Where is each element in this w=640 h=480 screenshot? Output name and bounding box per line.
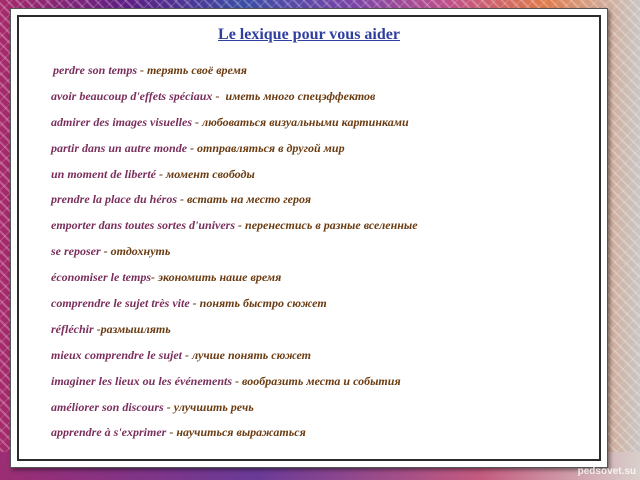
french-phrase: apprendre à s'exprimer xyxy=(51,425,167,440)
separator: - xyxy=(235,218,246,233)
russian-translation: отправляться в другой мир xyxy=(197,140,345,155)
russian-translation: любоваться визуальными картинками xyxy=(202,114,409,129)
russian-translation: лучше понять сюжет xyxy=(192,347,311,362)
russian-translation: размышлять xyxy=(100,321,171,336)
list-item xyxy=(51,238,591,264)
separator: - xyxy=(100,244,111,259)
french-phrase: réfléchir xyxy=(51,321,94,336)
french-phrase: améliorer son discours xyxy=(51,399,164,414)
list-item xyxy=(51,109,591,135)
french-phrase: avoir beaucoup d'effets spéciaux xyxy=(51,88,213,103)
french-phrase: un moment de liberté xyxy=(51,166,156,181)
russian-translation: отдохнуть xyxy=(110,244,171,259)
separator: - xyxy=(166,425,177,440)
separator: - xyxy=(163,399,174,414)
separator: - xyxy=(192,114,202,129)
list-item xyxy=(51,161,591,187)
separator: - xyxy=(212,88,226,103)
list-item xyxy=(51,57,591,83)
slide-frame xyxy=(17,15,601,461)
separator: - xyxy=(177,192,187,207)
french-phrase: imaginer les lieux ou les événements xyxy=(51,373,232,388)
russian-translation: вообразить места и события xyxy=(242,373,401,388)
list-item xyxy=(51,394,591,420)
list-item xyxy=(51,419,591,445)
russian-translation: экономить наше время xyxy=(157,270,282,285)
watermark-text: pedsovet.su xyxy=(577,466,636,477)
list-item xyxy=(51,135,591,161)
list-item xyxy=(51,264,591,290)
separator: - xyxy=(93,321,101,336)
list-item xyxy=(51,316,591,342)
list-item xyxy=(51,342,591,368)
separator: - xyxy=(232,373,242,388)
french-phrase: partir dans un autre monde xyxy=(51,140,188,155)
french-phrase: économiser le temps xyxy=(51,270,151,285)
separator: - xyxy=(137,63,147,77)
french-phrase: prendre la place du héros xyxy=(51,192,177,207)
list-item xyxy=(51,368,591,394)
separator: - xyxy=(187,140,198,155)
separator: - xyxy=(182,347,192,362)
list-item xyxy=(51,212,591,238)
separator: - xyxy=(150,270,158,285)
list-item xyxy=(51,83,591,109)
french-phrase: comprendre le sujet très vite xyxy=(51,296,190,311)
vocabulary-list xyxy=(51,57,591,445)
french-phrase: mieux comprendre le sujet xyxy=(51,347,182,362)
list-item xyxy=(51,290,591,316)
russian-translation: момент свободы xyxy=(166,166,255,181)
russian-translation: встать на место героя xyxy=(187,192,312,207)
slide-card xyxy=(10,8,608,468)
russian-translation: научиться выражаться xyxy=(176,425,306,440)
russian-translation: перенестись в разные вселенные xyxy=(245,218,418,233)
russian-translation: улучшить речь xyxy=(173,399,254,414)
list-item xyxy=(51,186,591,212)
separator: - xyxy=(156,166,166,181)
french-phrase: perdre son temps xyxy=(53,63,137,77)
french-phrase: emporter dans toutes sortes d'univers xyxy=(51,218,236,233)
separator: - xyxy=(189,296,200,311)
page-title: Le lexique pour vous aider xyxy=(218,26,400,43)
french-phrase: admirer des images visuelles xyxy=(51,114,192,129)
russian-translation: терять своё время xyxy=(147,63,247,77)
russian-translation: понять быстро сюжет xyxy=(199,296,327,311)
french-phrase: se reposer xyxy=(51,244,101,259)
russian-translation: иметь много спецэффектов xyxy=(225,88,376,103)
